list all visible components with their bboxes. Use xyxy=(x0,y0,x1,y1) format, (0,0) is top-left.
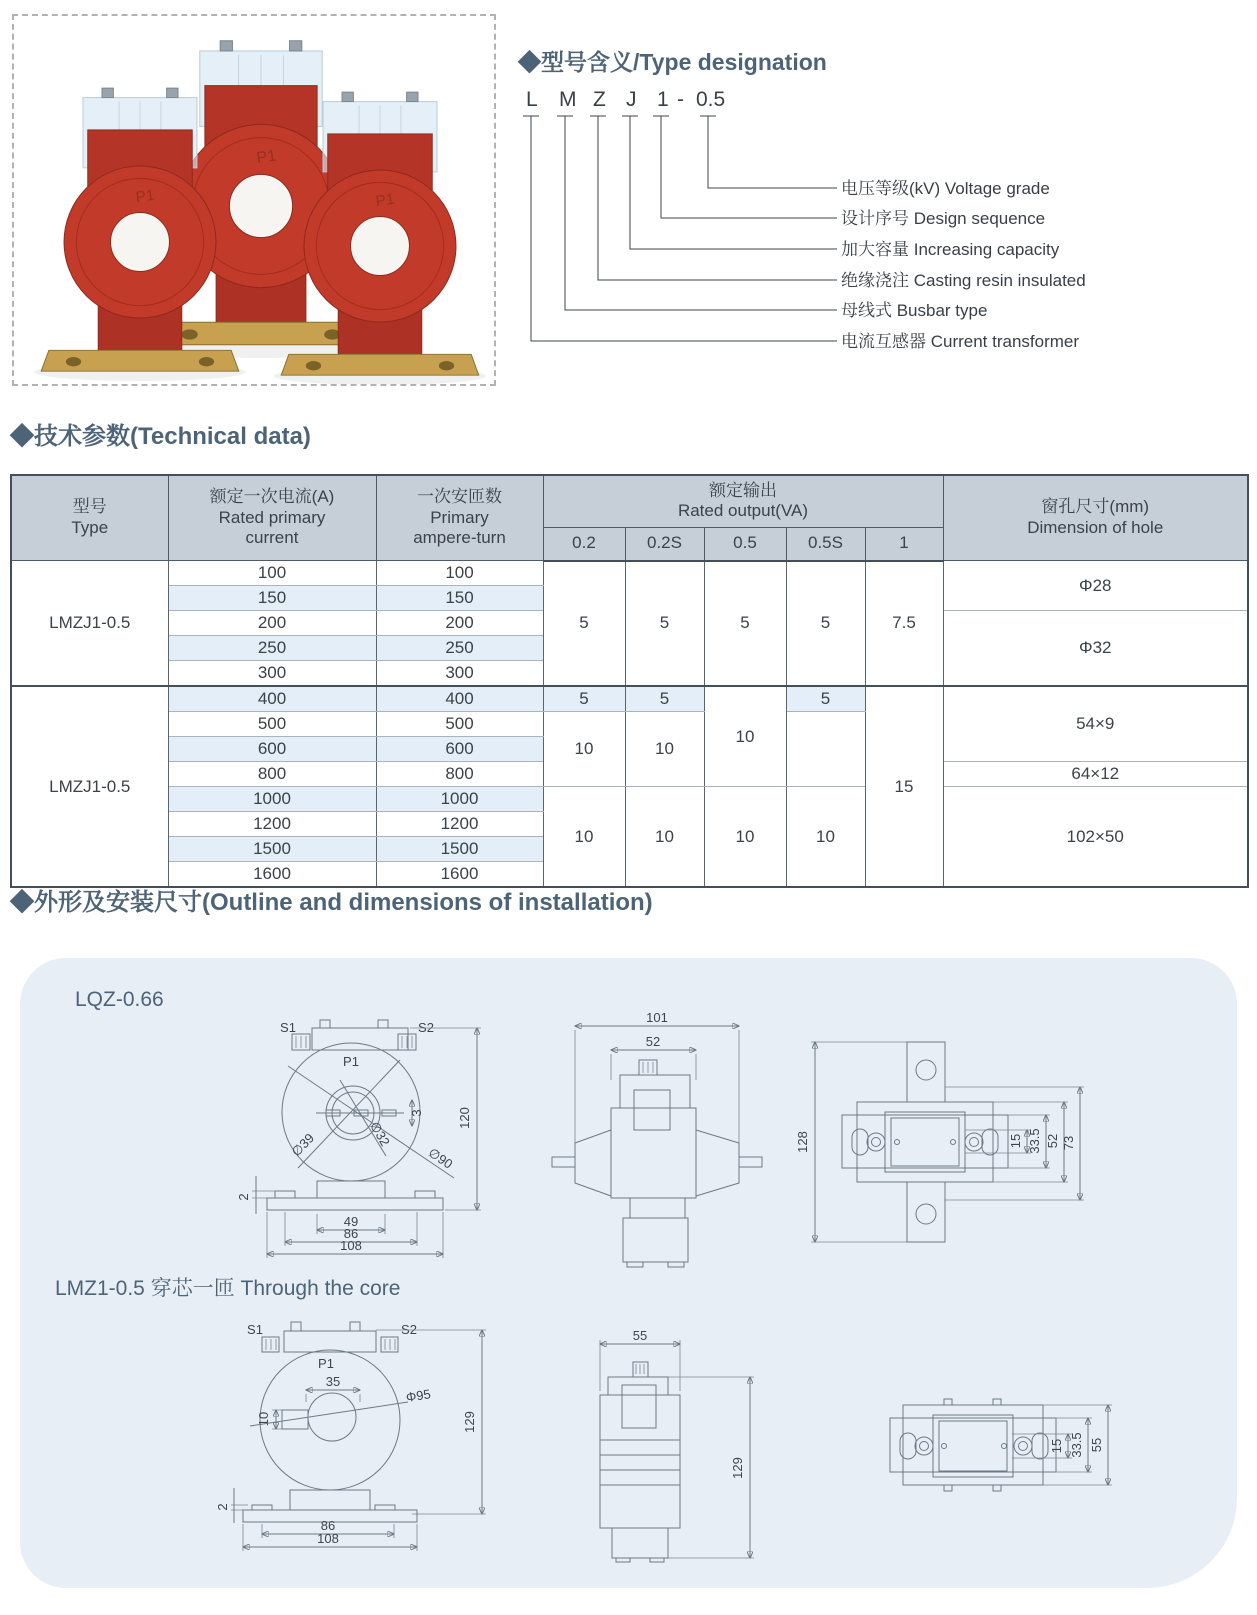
ampere-cell: 200 xyxy=(376,611,543,636)
ampere-cell: 1600 xyxy=(376,862,543,888)
lqz-dim73: 73 xyxy=(1061,1135,1076,1151)
designation-design-sequence: 设计序号 Design sequence xyxy=(841,209,1046,228)
ampere-cell: 150 xyxy=(376,586,543,611)
current-cell: 400 xyxy=(168,686,376,712)
output-cell: 5 xyxy=(704,561,786,687)
type-cell: LMZJ1-0.5 xyxy=(11,686,168,887)
lqz-p1-label: P1 xyxy=(343,1054,359,1069)
lmz-front-view xyxy=(215,1322,486,1551)
lqz-dim2: 2 xyxy=(236,1193,251,1201)
product-photo-box xyxy=(12,14,496,386)
lmz-dim2: 2 xyxy=(215,1503,230,1511)
code-letter-05: 0.5 xyxy=(696,88,726,111)
code-letter-J: J xyxy=(626,88,637,111)
hole-cell: Φ28 xyxy=(943,561,1248,611)
output-cell: 10 xyxy=(625,787,704,888)
lqz-s1-label: S1 xyxy=(280,1020,296,1035)
lqz-dim108: 108 xyxy=(340,1238,362,1253)
model-label-lqz: LQZ-0.66 xyxy=(75,988,164,1011)
lqz-dim52-top: 52 xyxy=(1045,1133,1060,1149)
ampere-cell: 1500 xyxy=(376,837,543,862)
class-header-1: 1 xyxy=(865,527,943,561)
ampere-cell: 600 xyxy=(376,737,543,762)
model-label-lmz: LMZ1-0.5 穿芯一匝 Through the core xyxy=(55,1277,401,1300)
lmz-dim55-side: 55 xyxy=(632,1328,648,1343)
lmz-dim129-side: 129 xyxy=(730,1457,745,1479)
hole-cell: 54×9 xyxy=(943,686,1248,762)
hole-cell: Φ32 xyxy=(943,611,1248,687)
designation-resin-insulated: 绝缘浇注 Casting resin insulated xyxy=(841,271,1086,290)
ampere-cell: 400 xyxy=(376,686,543,712)
current-cell: 600 xyxy=(168,737,376,762)
output-cell: 5 xyxy=(786,686,865,712)
output-cell: 10 xyxy=(704,787,786,888)
designation-busbar-type: 母线式 Busbar type xyxy=(841,301,988,320)
current-cell: 1000 xyxy=(168,787,376,812)
code-letter-dash: - xyxy=(677,88,684,111)
output-cell: 10 xyxy=(543,787,625,888)
lqz-dia32: ∅32 xyxy=(366,1118,393,1149)
lmz-dim35: 35 xyxy=(325,1374,341,1389)
lqz-dim86: 86 xyxy=(343,1226,359,1241)
type-designation-title: ◆型号含义/Type designation xyxy=(518,49,827,75)
technical-data-title: ◆技术参数(Technical data) xyxy=(10,423,311,450)
current-cell: 200 xyxy=(168,611,376,636)
designation-voltage-grade: 电压等级(kV) Voltage grade xyxy=(841,179,1050,198)
output-cell: 5 xyxy=(625,561,704,687)
output-cell: 10 xyxy=(704,686,786,787)
lqz-dim15: 15 xyxy=(1008,1133,1023,1149)
lmz-side-view xyxy=(600,1328,754,1562)
class-header-02s: 0.2S xyxy=(625,527,704,561)
lqz-s2-label: S2 xyxy=(418,1020,434,1035)
lqz-dia90: ∅90 xyxy=(425,1144,456,1172)
col-header-current-en1: Rated primary xyxy=(218,507,326,527)
lmz-dim108: 108 xyxy=(317,1531,339,1546)
output-cell xyxy=(786,712,865,787)
col-header-type xyxy=(11,475,168,561)
type-cell: LMZJ1-0.5 xyxy=(11,561,168,687)
lqz-side-view xyxy=(552,1010,762,1267)
current-cell: 300 xyxy=(168,661,376,687)
current-cell: 1600 xyxy=(168,862,376,888)
hole-cell: 64×12 xyxy=(943,762,1248,787)
type-designation-diagram xyxy=(505,112,1253,362)
lqz-dia39: ∅39 xyxy=(288,1130,318,1160)
lqz-drawings xyxy=(236,1010,1100,1268)
col-header-ampere-zh: 一次安匝数 xyxy=(417,486,502,506)
col-header-primary-current xyxy=(168,475,376,561)
col-header-ampere-en2: ampere-turn xyxy=(413,528,506,548)
col-header-hole-dimension xyxy=(943,475,1248,561)
lqz-dim335: 33.5 xyxy=(1027,1128,1042,1154)
output-cell: 15 xyxy=(865,686,943,887)
current-cell: 800 xyxy=(168,762,376,787)
output-cell: 5 xyxy=(543,561,625,687)
col-header-current-zh: 额定一次电流(A) xyxy=(209,486,335,506)
col-header-ampere-en1: Primary xyxy=(430,507,489,527)
lmz-drawings xyxy=(215,1318,1135,1570)
outline-title: ◆外形及安装尺寸(Outline and dimensions of installation) xyxy=(10,889,653,916)
lmz-dim15: 15 xyxy=(1049,1438,1064,1454)
current-cell: 500 xyxy=(168,712,376,737)
lmz-s1-label: S1 xyxy=(247,1322,263,1337)
output-cell: 5 xyxy=(786,561,865,687)
ampere-cell: 100 xyxy=(376,561,543,586)
output-cell: 7.5 xyxy=(865,561,943,687)
current-cell: 150 xyxy=(168,586,376,611)
col-header-type-zh: 型号 xyxy=(72,497,107,517)
current-cell: 1500 xyxy=(168,837,376,862)
lmz-dim129-front: 129 xyxy=(462,1411,477,1433)
class-header-05s: 0.5S xyxy=(786,527,865,561)
col-header-hole-zh: 窗孔尺寸(mm) xyxy=(1041,497,1150,517)
col-header-ampere-turn xyxy=(376,475,543,561)
col-header-hole-en: Dimension of hole xyxy=(1027,518,1164,537)
col-header-current-en2: current xyxy=(245,528,299,548)
ampere-cell: 1200 xyxy=(376,812,543,837)
lmz-s2-label: S2 xyxy=(401,1322,417,1337)
output-cell: 10 xyxy=(625,712,704,787)
lmz-dim86: 86 xyxy=(320,1518,336,1533)
lmz-dim10: 10 xyxy=(256,1411,271,1427)
output-cell: 5 xyxy=(625,686,704,712)
current-cell: 1200 xyxy=(168,812,376,837)
code-letter-M: M xyxy=(559,88,577,111)
lqz-top-view xyxy=(795,1042,1084,1242)
col-header-rated-output xyxy=(543,475,943,527)
ampere-cell: 300 xyxy=(376,661,543,687)
lqz-dim3: 3 xyxy=(409,1109,424,1117)
lmz-dim335: 33.5 xyxy=(1069,1432,1084,1458)
col-header-type-en: Type xyxy=(71,518,109,537)
lqz-dim120: 120 xyxy=(457,1107,472,1129)
outline-panel xyxy=(20,958,1237,1588)
ampere-cell: 1000 xyxy=(376,787,543,812)
output-cell: 10 xyxy=(786,787,865,888)
lqz-dim52-side: 52 xyxy=(645,1034,661,1049)
code-letter-1: 1 xyxy=(657,88,669,111)
code-letter-Z: Z xyxy=(593,88,606,111)
lqz-front-view xyxy=(236,1020,481,1258)
current-cell: 250 xyxy=(168,636,376,661)
designation-current-transformer: 电流互感器 Current transformer xyxy=(841,332,1080,351)
code-letter-L: L xyxy=(526,88,538,111)
output-cell: 5 xyxy=(543,686,625,712)
lqz-dim128: 128 xyxy=(795,1131,810,1153)
ampere-cell: 500 xyxy=(376,712,543,737)
lmz-dim55-top: 55 xyxy=(1089,1437,1104,1453)
class-header-02: 0.2 xyxy=(543,527,625,561)
hole-cell: 102×50 xyxy=(943,787,1248,888)
ampere-cell: 250 xyxy=(376,636,543,661)
ampere-cell: 800 xyxy=(376,762,543,787)
lqz-dim49: 49 xyxy=(343,1214,359,1229)
lmz-p1-label: P1 xyxy=(318,1356,334,1371)
lmz-dia95: Φ95 xyxy=(404,1386,432,1405)
lmz-top-view xyxy=(890,1399,1112,1491)
col-header-output-zh: 额定输出 xyxy=(709,480,777,500)
col-header-output-en: Rated output(VA) xyxy=(677,501,809,521)
output-cell: 10 xyxy=(543,712,625,787)
current-cell: 100 xyxy=(168,561,376,586)
lqz-dim101: 101 xyxy=(646,1010,668,1025)
class-header-05: 0.5 xyxy=(704,527,786,561)
designation-increasing-capacity: 加大容量 Increasing capacity xyxy=(841,240,1060,259)
technical-data-table xyxy=(10,474,1249,888)
product-photo-illustration xyxy=(14,16,494,384)
